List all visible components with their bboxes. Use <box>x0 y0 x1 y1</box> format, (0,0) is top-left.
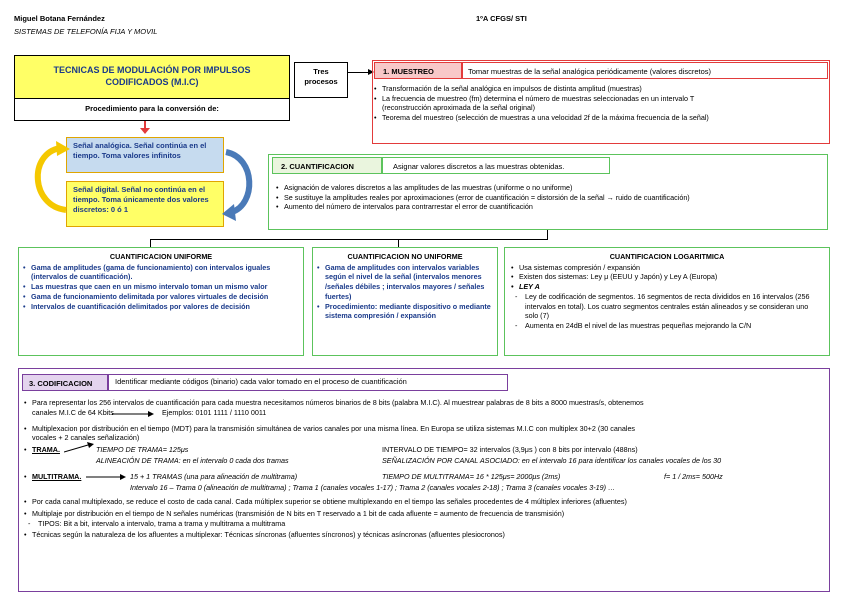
analog-signal-box <box>66 137 224 173</box>
no-uniforme-item: • Procedimiento: mediante dispositivo o mediante sistema compresión / expansión <box>317 302 493 321</box>
procesos-label: procesos <box>304 77 338 87</box>
logaritmica-item: • Existen dos sistemas: Ley μ (EEUU y Japón) y Ley A (Europa) <box>511 272 823 282</box>
logaritmica-item: • Usa sistemas compresión / expansión <box>511 263 823 273</box>
codificacion-paragraph: vocales + 2 canales señalización) <box>32 433 140 443</box>
muestreo-item: • Transformación de la señal analógica en impulsos de distinta amplitud (muestras) <box>374 84 826 94</box>
muestreo-item: (reconstrucción aproximada de la señal original) <box>382 103 536 113</box>
uniforme-item: • Gama de amplitudes (gama de funcionamiento) con intervalos iguales (intervalos de cuantificación). <box>23 263 299 282</box>
connector-line <box>348 72 370 73</box>
codificacion-paragraph: Por cada canal multiplexado, se reduce el costo de cada canal. Cada múltiplex superior se obtiene multiplexando en el tiempo las señales procedentes de 4 múltiplex inferiores (afluentes) <box>32 497 627 507</box>
logaritmica-box <box>504 247 830 356</box>
muestreo-item: • Teorema del muestreo (selección de muestras a una velocidad 2f de la máxima frecuencia de la señal) <box>374 113 826 123</box>
uniforme-box <box>18 247 304 356</box>
logaritmica-title: CUANTIFICACION LOGARITMICA <box>609 252 725 261</box>
uniforme-item: • Las muestras que caen en un mismo intervalo toman un mismo valor <box>23 282 299 292</box>
digital-signal-box <box>66 181 224 227</box>
muestreo-summary: Tomar muestras de la señal analógica periódicamente (valores discretos) <box>462 62 828 79</box>
multitrama-block: • MULTITRAMA. 15 + 1 TRAMAS (una para alineación de multitrama) TIEMPO DE MULTITRAMA= 16 * 125μs= 2000μs (2ms) f= 1 / 2ms= 500Hz Intervalo 16 – Trama 0 (alineación de multitrama) ; Trama 1 (canales vocales 1-17) ; Trama 2 (canales vocales 2-18) ; Trama 3 (canales vocales 3-19) … <box>24 472 723 493</box>
tres-procesos-box <box>294 62 348 98</box>
author-name: Miguel Botana Fernández <box>14 14 105 23</box>
multitrama-tiempo: TIEMPO DE MULTITRAMA= 16 * 125μs= 2000μs (2ms) <box>382 472 561 482</box>
muestreo-title: 1. MUESTREO <box>374 62 462 79</box>
codificacion-paragraph: Multiplaje por distribución en el tiempo de N señales numéricas (transmisión de N bits en T reservado a 1 bit de cada afluente = aumento de frecuencia de transmisión) <box>32 508 565 518</box>
trama-label: TRAMA. <box>32 445 60 455</box>
trama-block: • TRAMA. TIEMPO DE TRAMA= 125μs INTERVALO DE TIEMPO= 32 intervalos (3,9μs ) con 8 bits por intervalo (488ns) ALINEACIÓN DE TRAMA: en el intervalo 0 cada dos tramas SEÑALIZACIÓN POR CANAL ASOCIADO: en el intervalo 16 para identificar los canales vocales de los 30 <box>24 445 824 469</box>
uniforme-title: CUANTIFICACION UNIFORME <box>109 252 213 261</box>
trama-intervalo: INTERVALO DE TIEMPO= 32 intervalos (3,9μs ) con 8 bits por intervalo (488ns) <box>382 445 638 455</box>
trama-alineacion: ALINEACIÓN DE TRAMA: en el intervalo 0 cada dos tramas <box>96 456 289 466</box>
no-uniforme-list <box>317 263 493 321</box>
multitrama-tramas: 15 + 1 TRAMAS (una para alineación de multitrama) <box>130 472 298 482</box>
connector-line <box>398 239 399 247</box>
multitrama-detalle: Intervalo 16 – Trama 0 (alineación de multitrama) ; Trama 1 (canales vocales 1-17) ; Trama 2 (canales vocales 2-18) ; Trama 3 (canales vocales 3-19) … <box>130 483 616 493</box>
codificacion-paragraph: Multiplexacion por distribución en el tiempo (MDT) para la transmisión simultánea de varios canales por una misma línea. En Europa se utiliza sistemas M.I.C con multiplex 30+2 (30 canales <box>32 423 636 433</box>
no-uniforme-item: • Gama de amplitudes con intervalos variables según el nivel de la señal (intervalos menores /señales débiles ; intervalos mayores / señales fuertes) <box>317 263 493 302</box>
uniforme-list <box>23 263 299 312</box>
logaritmica-item: • LEY A <box>511 282 823 292</box>
arrow-right-icon <box>86 473 126 481</box>
uniforme-item: • Gama de funcionamiento delimitada por valores virtuales de decisión <box>23 292 299 302</box>
codificacion-summary: Identificar mediante códigos (binario) cada valor tomado en el proceso de cuantificación <box>108 374 508 391</box>
arrow-right-icon <box>112 410 154 418</box>
orange-cycle-arrow-icon <box>26 140 70 216</box>
codificacion-examples: Ejemplos: 0101 1111 / 1110 0011 <box>162 407 267 417</box>
cuantificacion-summary: Asignar valores discretos a las muestras obtenidas. <box>382 157 610 174</box>
cuantificacion-title: 2. CUANTIFICACION <box>272 157 382 174</box>
logaritmica-list <box>511 263 823 331</box>
no-uniforme-box <box>312 247 498 356</box>
digital-signal-text: Señal digital. Señal no continúa en el tiempo. Toma únicamente dos valores discretos: 0 ó 1 <box>73 185 209 215</box>
connector-line <box>547 230 548 239</box>
connector-line <box>150 239 151 247</box>
arrow-right-icon <box>64 442 94 454</box>
codificacion-body: • Para representar los 256 intervalos de cuantificación para cada muestra necesitamos números binarios de 8 bits (palabra M.I.C). Al muestrear palabras de 8 bits a 8000 muestras/s, obtenemos canales M.I.C de 64 Kbits Ejemplos: 0101 1111 / 1110 0011 • Multiplexacion por distribución en el tiempo (MDT) para la transmisión simultánea de varios canales por una misma línea. En Europa se utiliza sistemas M.I.C con multiplex 30+2 (30 canales vocales + 2 canales señalización) • TRAMA. TIEMPO DE TRAMA= 125μs INTERVALO DE TIEMPO= 32 intervalos (3,9μs ) con 8 bits por intervalo (488ns) ALINEACIÓN DE TRAMA: en el intervalo 0 cada dos tramas SEÑALIZACIÓN POR CANAL ASOCIADO: en el intervalo 16 para identificar los canales vocales de los 30 • MULTITRAMA. 15 + 1 TRAMAS (una para alineación de multitrama) TIEMPO DE MULTITRAMA= 16 * 125μs= 2000μs (2ms) f= 1 / 2ms= 500Hz Intervalo 16 – Trama 0 (alineación de multitrama) ; Trama 1 (canales vocales 1-17) ; Trama 2 (canales vocales 2-18) ; Trama 3 (canales vocales 3-19) … • Por cada canal multiplexado, se reduce el costo de cada canal. Cada múltiplex superior se obtiene multiplexando en el tiempo las señales procedentes de 4 múltiplex inferiores (afluentes) • Multiplaje por distribución en el tiempo de N señales numéricas (transmisión de N bits en T reservado a 1 bit de cada afluente = aumento de frecuencia de transmisión) - TIPOS: Bit a bit, intervalo a intervalo, trama a trama y multitrama a multitrama • Técnicas según la naturaleza de los afluentes a multiplexar: Técnicas síncronas (afluentes síncronos) y técnicas asíncronas (afluentes plesiocronos) <box>24 398 824 540</box>
title-line-1: TECNICAS DE MODULACIÓN POR IMPULSOS <box>53 65 251 75</box>
connector-line <box>150 239 548 240</box>
muestreo-list <box>374 84 826 123</box>
procedure-box <box>14 99 290 121</box>
cuantificacion-list <box>276 183 826 212</box>
codificacion-title: 3. CODIFICACION <box>22 374 108 391</box>
cuantificacion-item: • Se sustituye la amplitudes reales por aproximaciones (error de cuantificación = distorsión de la señal → ruido de cuantificación) <box>276 193 826 203</box>
red-arrow-head <box>140 128 150 134</box>
codificacion-tipos: TIPOS: Bit a bit, intervalo a intervalo, trama a trama y multitrama a multitrama <box>38 518 286 528</box>
blue-cycle-arrow-icon <box>222 148 262 224</box>
procedure-label: Procedimiento para la conversión de: <box>85 104 219 113</box>
codificacion-paragraph: Técnicas según la naturaleza de los afluentes a multiplexar: Técnicas síncronas (afluentes síncronos) y técnicas asíncronas (afluentes plesiocronos) <box>32 530 505 540</box>
no-uniforme-title: CUANTIFICACION NO UNIFORME <box>347 252 463 261</box>
cuantificacion-item: • Asignación de valores discretos a las amplitudes de las muestras (uniforme o no uniforme) <box>276 183 826 193</box>
title-line-2: CODIFICADOS (M.I.C) <box>105 77 199 88</box>
codificacion-paragraph: Para representar los 256 intervalos de cuantificación para cada muestra necesitamos números binarios de 8 bits (palabra M.I.C). Al muestrear palabras de 8 bits a 8000 muestras/s, obtenemos <box>32 398 644 407</box>
multitrama-label: MULTITRAMA. <box>32 472 82 482</box>
multitrama-frecuencia: f= 1 / 2ms= 500Hz <box>664 472 723 482</box>
uniforme-item: • Intervalos de cuantificación delimitados por valores de decisión <box>23 302 299 312</box>
trama-senalizacion: SEÑALIZACIÓN POR CANAL ASOCIADO: en el intervalo 16 para identificar los canales vocales de los 30 <box>382 456 722 466</box>
subject-name: SISTEMAS DE TELEFONÍA FIJA Y MOVIL <box>14 27 158 36</box>
analog-signal-text: Señal analógica. Señal continúa en el tiempo. Toma valores infinitos <box>73 141 207 161</box>
cuantificacion-item: • Aumento del número de intervalos para contrarrestar el error de cuantificación <box>276 202 826 212</box>
logaritmica-subitem: - Aumenta en 24dB el nivel de las muestras pequeñas mejorando la C/N <box>511 321 823 331</box>
trama-tiempo: TIEMPO DE TRAMA= 125μs <box>96 445 189 455</box>
tres-label: Tres <box>313 67 329 76</box>
title-box <box>14 55 290 99</box>
logaritmica-subitem: - Ley de codificación de segmentos. 16 segmentos de recta divididos en 16 intervalos (256 intervalos en total). Los cuatro segmentos centrales están alineados y se consideran uno solo (7) <box>511 292 823 321</box>
muestreo-item: • La frecuencia de muestreo (fm) determina el número de muestras seleccionadas en un intervalo T <box>374 94 826 104</box>
course-label: 1ºA CFGS/ STI <box>476 14 527 23</box>
codificacion-paragraph: canales M.I.C de 64 Kbits <box>32 407 114 417</box>
